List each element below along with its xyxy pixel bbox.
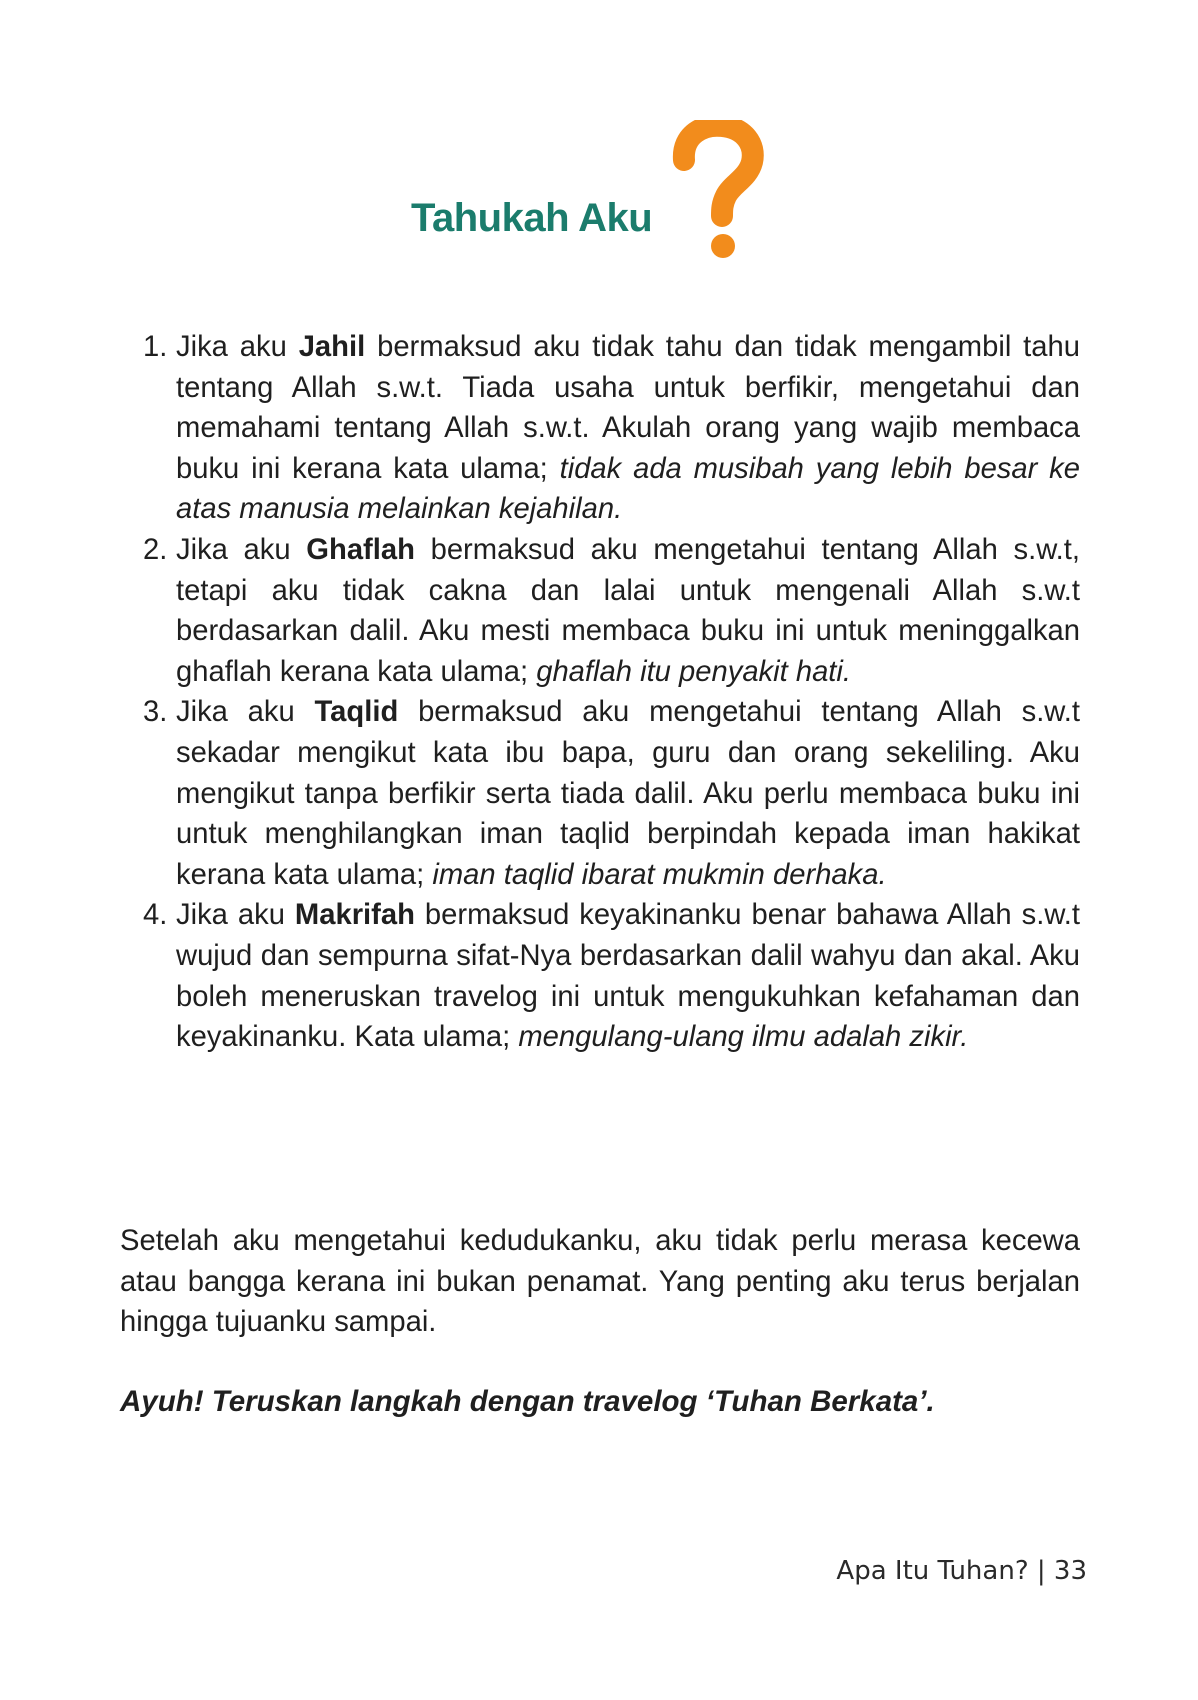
term: Jahil (298, 331, 366, 363)
item-number: 4. (143, 899, 168, 932)
list-item: 4. Jika aku Makrifah bermaksud keyakinanku benar bahawa Allah s.w.t wujud dan sempurna sifat-Nya berdasarkan dalil wahyu dan akal. Aku boleh meneruskan travelog ini untuk mengukuhkan kefahaman dan keyakinanku. Kata ulama; mengulang-ulang ilmu adalah zikir. (120, 895, 1080, 1057)
ulama-quote: mengulang-ulang ilmu adalah zikir. (518, 1021, 969, 1054)
ulama-quote: iman taqlid ibarat mukmin derhaka. (432, 858, 887, 891)
page-footer: Apa Itu Tuhan? | 33 (836, 1556, 1087, 1586)
closing-paragraph: Setelah aku mengetahui kedudukanku, aku tidak perlu merasa kecewa atau bangga kerana ini bukan penamat. Yang penting aku terus berjalan hingga tujuanku sampai. (120, 1225, 1080, 1339)
list-item: 3. Jika aku Taqlid bermaksud aku mengetahui tentang Allah s.w.t sekadar mengikut kata ibu bapa, guru dan orang sekeliling. Aku mengikut tanpa berfikir serta tiada dalil. Aku perlu membaca buku ini untuk menghilangkan iman taqlid berpindah kepada iman hakikat kerana kata ulama; iman taqlid ibarat mukmin derhaka. (120, 692, 1080, 895)
page-header (0, 120, 1198, 270)
call-to-action: Ayuh! Teruskan langkah dengan travelog ‘Tuhan Berkata’. (120, 1385, 935, 1418)
list-item: 1. Jika aku Jahil bermaksud aku tidak tahu dan tidak mengambil tahu tentang Allah s.w.t. Tiada usaha untuk berfikir, mengetahui dan memahami tentang Allah s.w.t. Akulah orang yang wajib membaca buku ini kerana kata ulama; tidak ada musibah yang lebih besar ke atas manusia melainkan kejahilan. (120, 327, 1080, 530)
status-list (120, 327, 1080, 1058)
list-item: 2. Jika aku Ghaflah bermaksud aku mengetahui tentang Allah s.w.t, tetapi aku tidak cakna dan lalai untuk mengenali Allah s.w.t berdasarkan dalil. Aku mesti membaca buku ini untuk meninggalkan ghaflah kerana kata ulama; ghaflah itu penyakit hati. (120, 530, 1080, 692)
item-number: 3. (143, 696, 168, 729)
term: Makrifah (294, 899, 415, 932)
ulama-quote: ghaflah itu penyakit hati. (536, 655, 852, 688)
page-title: Tahukah Aku (411, 196, 653, 240)
term: Taqlid (314, 696, 399, 729)
item-number: 2. (143, 533, 168, 566)
ulama-quote: tidak ada musibah yang lebih besar ke atas manusia melainkan kejahilan. (176, 452, 1080, 526)
item-number: 1. (143, 331, 168, 363)
question-mark-icon (670, 120, 764, 260)
term: Ghaflah (306, 533, 415, 566)
